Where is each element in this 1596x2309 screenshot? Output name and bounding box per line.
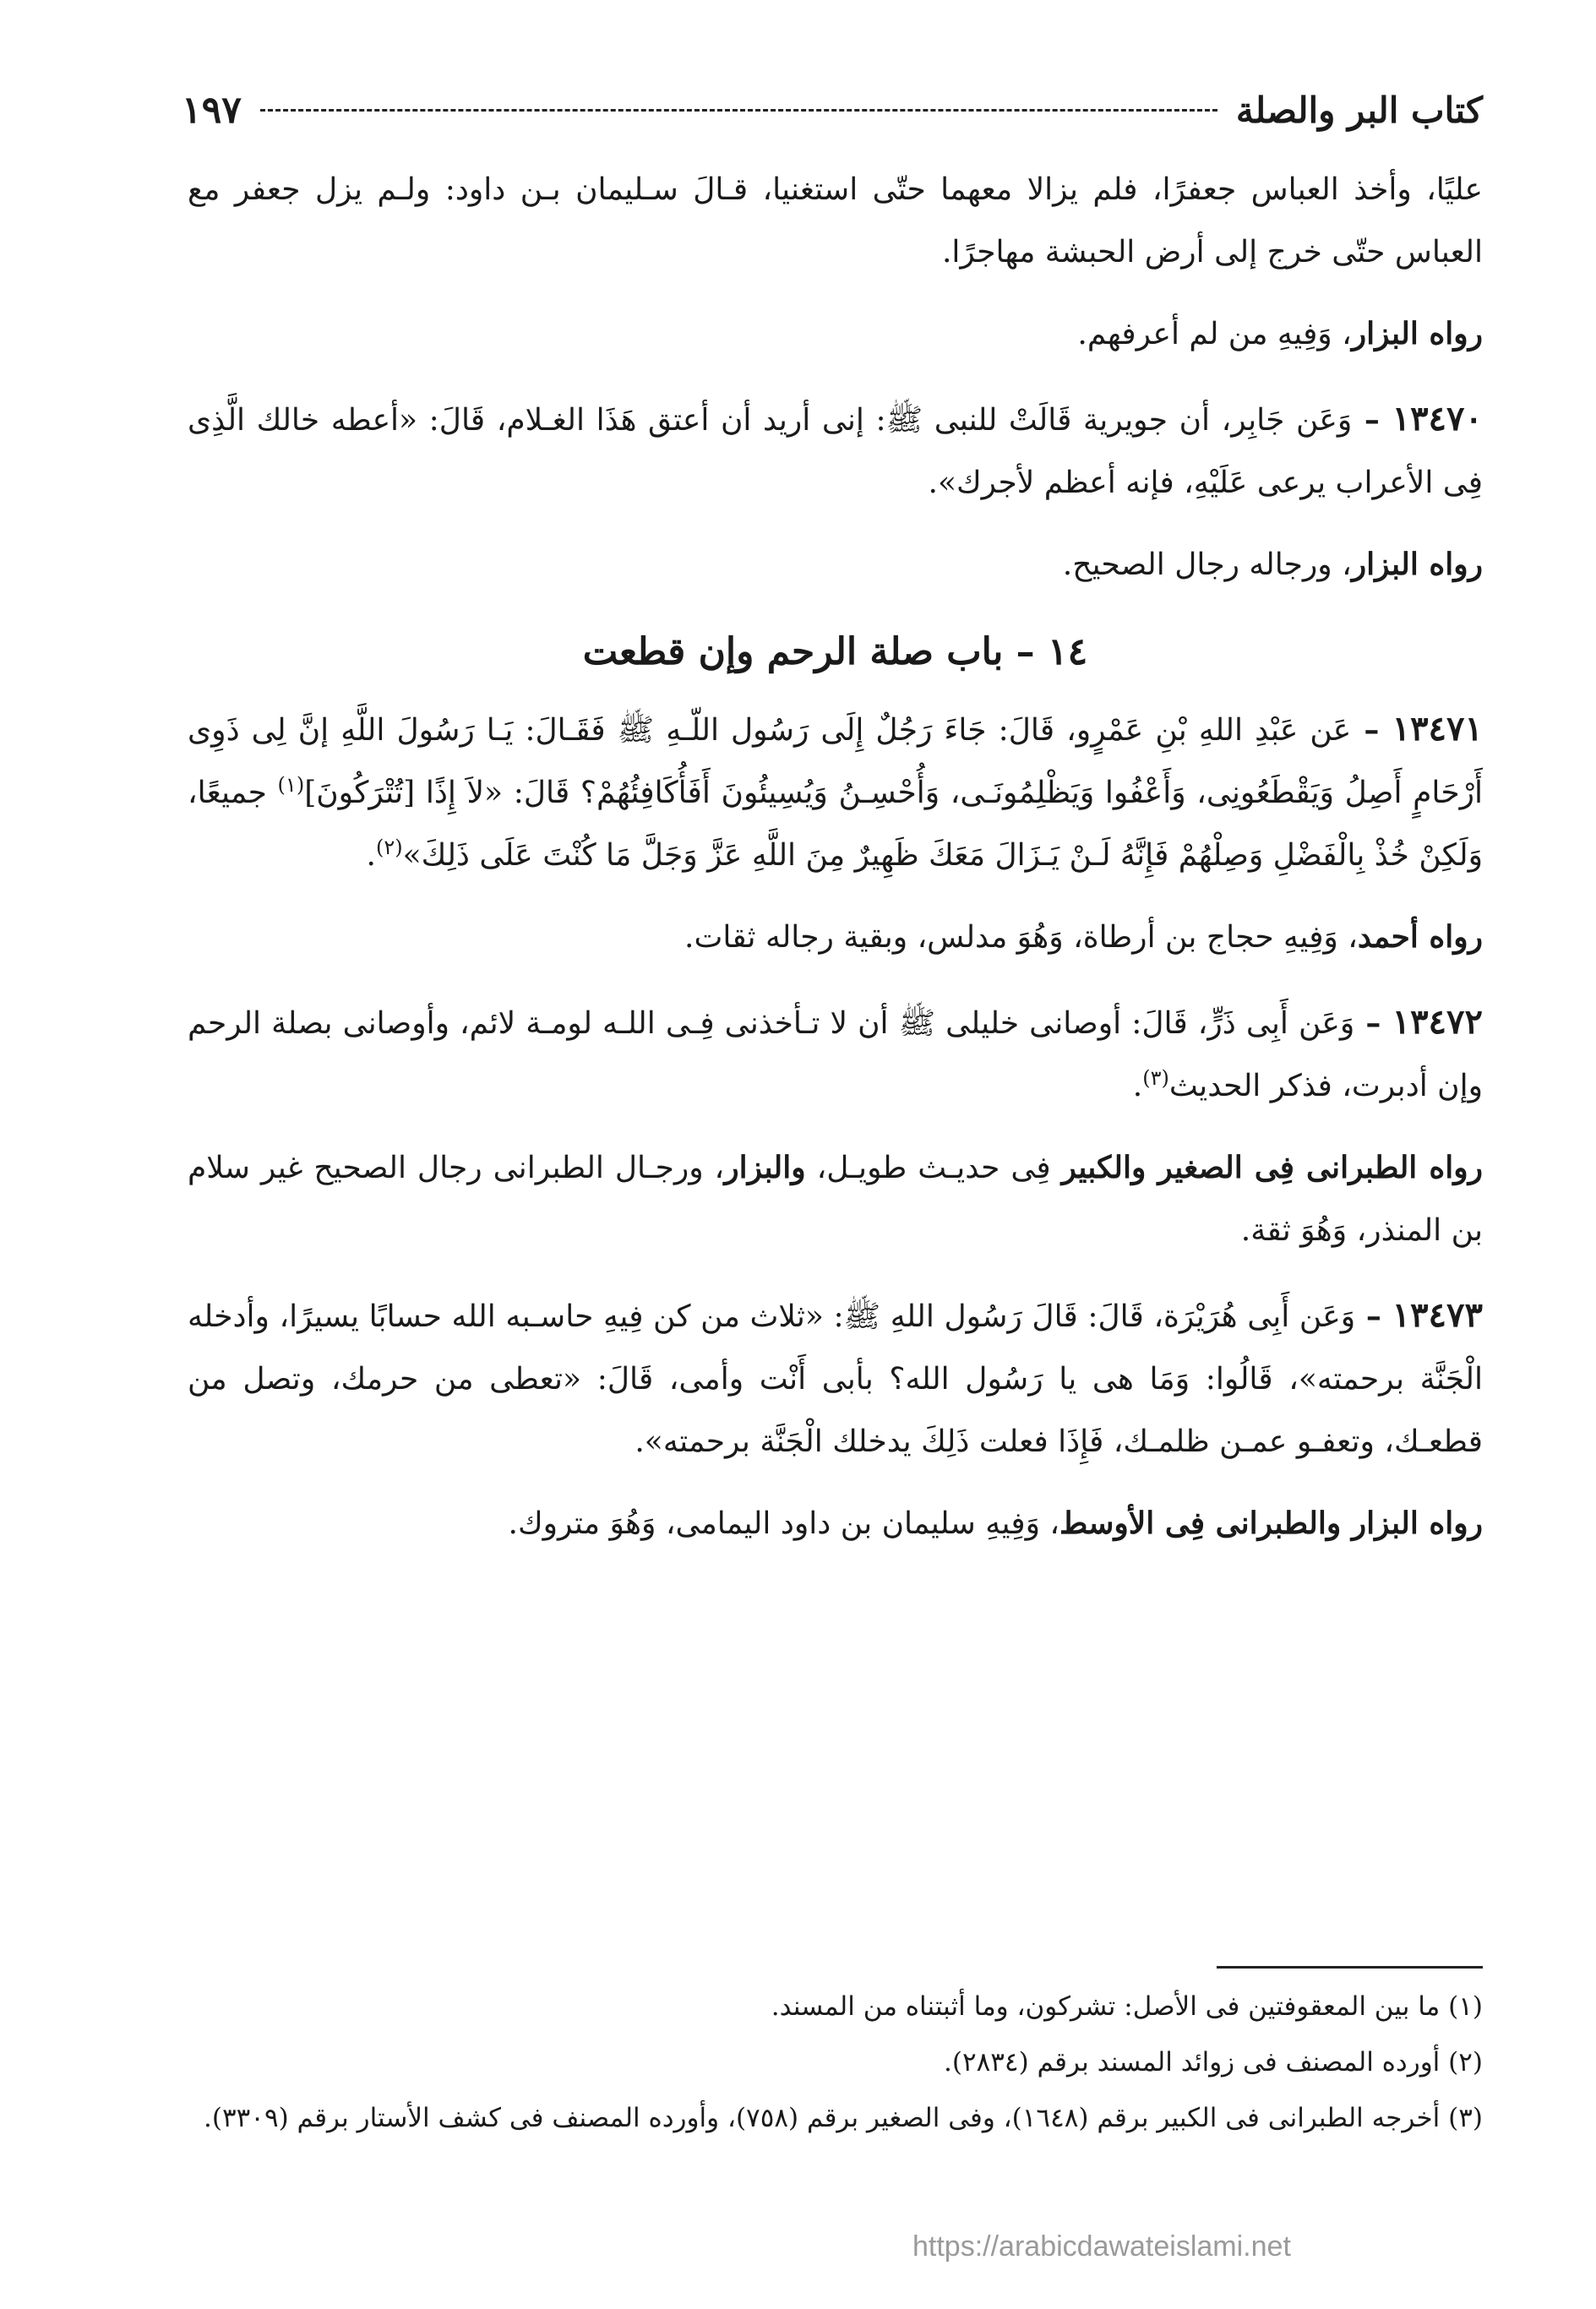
footnote-2: (٢) أورده المصنف فى زوائد المسند برقم (٢٨٣٤).: [944, 2047, 1483, 2078]
footnote-marker[interactable]: (٣): [1142, 1066, 1169, 1090]
source-text: فِى حديـث طويـل،: [805, 1151, 1062, 1185]
source-bold: والبزار: [724, 1150, 806, 1185]
watermark-url: https://arabicdawateislami.net: [912, 2230, 1291, 2263]
hadith-text: وَعَن أَبِى هُرَيْرَة، قَالَ: قَالَ رَسُول اللهِ ﷺ: «ثلاث من كن فِيهِ حاسـبه الله حسابًا يسيرًا، وأدخله الْجَنَّة برحمته»، قَالُوا: وَمَا هى يا رَسُول الله؟ بأبى أَنْت وأمى، قَالَ: «تعطى من حرمك، وتصل من قطعـك، وتعفـو عمـن ظلمـك، فَإِذَا فعلت ذَلِكَ يدخلك الْجَنَّة برحمته».: [188, 1299, 1483, 1459]
hadith-text: وَعَن جَابِر، أن جويرية قَالَتْ للنبى ﷺ: إنى أريد أن أعتق هَذَا الغـلام، قَالَ: «أعطه خالك الَّذِى فِى الأعراب يرعى عَلَيْهِ، فإنه أعظم لأجرك».: [188, 403, 1483, 500]
hadith-text: جميعًا، وَلَكِنْ خُذْ بِالْفَضْلِ وَصِلْهُمْ فَإِنَّهُ لَـنْ يَـزَالَ مَعَكَ ظَهِيرٌ مِنَ اللَّهِ عَزَّ وَجَلَّ مَا كُنْتَ عَلَى ذَلِكَ»: [188, 776, 1483, 873]
source-text: ، ورجـال الطبرانى رجال الصحيح غير سلام بن المنذر، وَهُوَ ثقة.: [188, 1151, 1483, 1248]
source-bold: رواه أحمد: [1357, 919, 1483, 955]
hadith-number: ١٣٤٧٢: [1392, 1002, 1483, 1042]
page-number: ١٩٧: [182, 88, 242, 132]
footnote-marker[interactable]: (٢): [375, 836, 403, 859]
source-note: [188, 1136, 1483, 1262]
footnote-3: (٣) أخرجه الطبرانى فى الكبير برقم (١٦٤٨)، وفى الصغير برقم (٧٥٨)، وأورده المصنف فى كشف الأستار برقم (٣٣٠٩).: [204, 2103, 1483, 2133]
hadith-dash: –: [1355, 1299, 1392, 1334]
header-title: كتاب البر والصلة: [1235, 89, 1483, 131]
hadith-text: وَعَن أَبِى ذَرٍّ، قَالَ: أوصانى خليلى ﷺ أن لا تـأخذنى فِـى اللـه لومـة لائم، وأوصانى بصلة الرحم وإن أدبرت، فذكر الحديث: [188, 1006, 1483, 1103]
full-stop: .: [366, 838, 376, 873]
source-bold: رواه الطبرانى فِى الصغير والكبير: [1061, 1150, 1483, 1185]
header-dashed-rule: [260, 109, 1217, 112]
source-note: [188, 906, 1483, 969]
source-bold: رواه البزار: [1351, 547, 1483, 582]
source-text: ، ورجاله رجال الصحيح.: [1062, 547, 1352, 582]
source-bold: رواه البزار: [1351, 316, 1483, 351]
full-stop: .: [1132, 1069, 1143, 1103]
hadith-13473: [188, 1284, 1483, 1473]
source-note: [188, 533, 1483, 596]
source-text: ، وَفِيهِ سليمان بن داود اليمامى، وَهُوَ متروك.: [508, 1506, 1060, 1541]
running-header: [182, 84, 1483, 135]
hadith-dash: –: [1352, 402, 1392, 438]
source-note: [188, 1492, 1483, 1555]
hadith-13470: [188, 388, 1483, 515]
hadith-dash: –: [1354, 1005, 1392, 1041]
hadith-number: ١٣٤٧١: [1392, 709, 1483, 749]
source-note: [188, 302, 1483, 366]
hadith-number: ١٣٤٧٠: [1392, 399, 1483, 438]
paragraph-continuation: عليًا، وأخذ العباس جعفرًا، فلم يزالا معهما حتّى استغنيا، قـالَ سـليمان بـن داود: ولـم يزل جعفر مع العباس حتّى خرج إلى أرض الحبشة مهاجرًا.: [188, 172, 1483, 270]
source-text: ، وَفِيهِ من لم أعرفهم.: [1077, 317, 1352, 351]
page-body: [188, 159, 1483, 1577]
hadith-number: ١٣٤٧٣: [1392, 1295, 1483, 1335]
footnote-marker[interactable]: (١): [277, 773, 305, 797]
hadith-13471: [188, 698, 1483, 887]
hadith-13472: [188, 991, 1483, 1118]
hadith-text: عَن عَبْدِ اللهِ بْنِ عَمْرٍو، قَالَ: جَاءَ رَجُلٌ إِلَى رَسُول اللّـهِ ﷺ فَقَـالَ: يَـا رَسُولَ اللَّهِ إنَّ لِى ذَوِى أَرْحَامٍ أَصِلُ وَيَقْطَعُونِى، وَأَعْفُوا وَيَظْلِمُونَـى، وَأُحْسِـنُ وَيُسِيئُونَ أَفَأُكَافِئُهُمْ؟ قَالَ: «لاَ إِذًا [تُتْرَكُونَ]: [188, 713, 1484, 810]
source-bold: رواه البزار والطبرانى فِى الأوسط: [1059, 1506, 1483, 1541]
chapter-heading: ١٤ – باب صلة الرحم وإن قطعت: [582, 630, 1088, 673]
source-text: ، وَفِيهِ حجاج بن أرطاة، وَهُوَ مدلس، وبقية رجاله ثقات.: [684, 920, 1358, 955]
footnote-divider: [1217, 1966, 1483, 1969]
footnotes: [188, 1982, 1483, 2149]
hadith-dash: –: [1351, 712, 1392, 748]
footnote-1: (١) ما بين المعقوفتين فى الأصل: تشركون، وما أثبتناه من المسند.: [771, 1991, 1483, 2022]
